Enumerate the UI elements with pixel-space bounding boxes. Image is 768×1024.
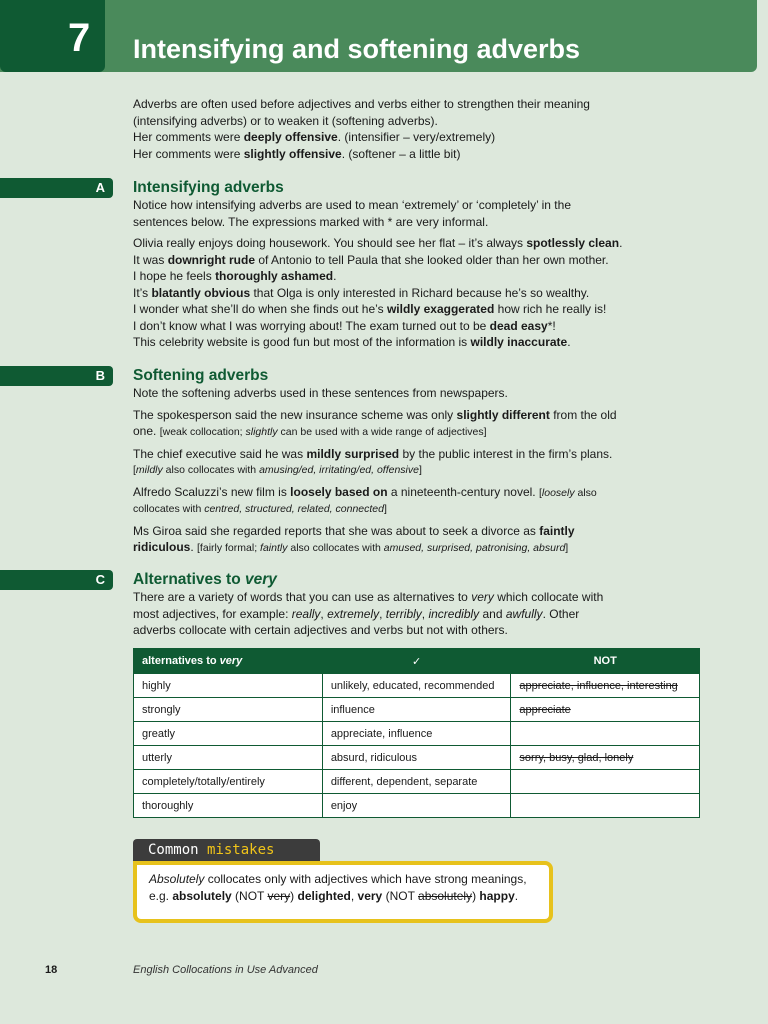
common-mistakes-label: Common mistakes (133, 839, 320, 861)
table-cell-incorrect (511, 770, 700, 794)
mistake-note-line: e.g. absolutely (NOT very) delighted, very (NOT absolutely) happy. (149, 888, 519, 903)
table-row (134, 746, 700, 770)
table-cell-incorrect: appreciate, influence, interesting (511, 674, 700, 698)
example-sentence: one. [weak collocation; slightly can be used with a wide range of adjectives] (133, 424, 487, 438)
table-cell-adverb: utterly (134, 746, 323, 770)
table-cell-incorrect: sorry, busy, glad, lonely (511, 746, 700, 770)
example-sentence: Olivia really enjoys doing housework. You should see her flat – it’s always spotlessly clean. (133, 236, 623, 250)
unit-number-box (0, 0, 105, 72)
intro-text (133, 96, 653, 162)
section-letter: B (95, 368, 105, 383)
section-intro-line: There are a variety of words that you can use as alternatives to very which collocate with (133, 590, 604, 604)
section-b-marker (0, 366, 113, 386)
example-sentence: I wonder what she’ll do when she finds out he’s wildly exaggerated how rich he really is! (133, 302, 607, 316)
example-sentence: The chief executive said he was mildly surprised by the public interest in the firm’s plans. (133, 446, 613, 461)
common-mistakes-box (133, 861, 553, 923)
intro-line: (intensifying adverbs) or to weaken it (softening adverbs). (133, 113, 438, 128)
intro-example: Her comments were deeply offensive. (intensifier – very/extremely) (133, 130, 496, 144)
table-cell-correct: unlikely, educated, recommended (322, 674, 511, 698)
table-cell-incorrect (511, 722, 700, 746)
table-cell-correct: influence (322, 698, 511, 722)
example-sentence: It was downright rude of Antonio to tell Paula that she looked older than her own mother. (133, 252, 609, 267)
column-header-correct (322, 649, 511, 674)
table-cell-incorrect (511, 794, 700, 818)
page-number: 18 (45, 964, 58, 976)
table-cell-correct: enjoy (322, 794, 511, 818)
collocation-note: collocates with centred, structured, related, connected] (133, 503, 387, 515)
table-row (134, 722, 700, 746)
checkmark-icon: ✓ (412, 655, 422, 668)
column-header-adverb: alternatives to very (134, 649, 323, 674)
section-intro-line: adverbs collocate with certain adjectives and verbs but not with others. (133, 623, 508, 637)
section-intro-line: Note the softening adverbs used in these sentences from newspapers. (133, 386, 508, 400)
table-cell-adverb: thoroughly (134, 794, 323, 818)
section-intro-line: Notice how intensifying adverbs are used to mean ‘extremely’ or ‘completely’ in the (133, 198, 571, 212)
example-sentence: I hope he feels thoroughly ashamed. (133, 269, 337, 283)
section-b-heading: Softening adverbs (133, 367, 269, 384)
table-cell-adverb: highly (134, 674, 323, 698)
section-c-marker (0, 570, 113, 590)
table-row (134, 674, 700, 698)
mistake-note-line: Absolutely collocates only with adjectives which have strong meanings, (149, 872, 527, 886)
unit-number: 7 (68, 16, 91, 60)
table-row (134, 794, 700, 818)
example-sentence: I don’t know what I was worrying about! The exam turned out to be dead easy*! (133, 318, 556, 333)
section-b-body (133, 385, 693, 557)
example-sentence: This celebrity website is good fun but most of the information is wildly inaccurate. (133, 335, 571, 349)
example-sentence: It’s blatantly obvious that Olga is only interested in Richard because he’s so wealthy. (133, 285, 590, 300)
table-cell-correct: different, dependent, separate (322, 770, 511, 794)
section-letter: A (95, 180, 105, 195)
section-c-heading: Alternatives to very (133, 571, 277, 588)
section-intro-line: most adjectives, for example: really, extremely, terribly, incredibly and awfully. Other (133, 606, 580, 621)
example-sentence: Ms Giroa said she regarded reports that she was about to seek a divorce as faintly (133, 523, 575, 538)
book-title: English Collocations in Use Advanced (133, 964, 318, 976)
table-row (134, 770, 700, 794)
section-intro-line: sentences below. The expressions marked with * are very informal. (133, 214, 489, 229)
section-letter: C (95, 572, 105, 587)
intro-example: Her comments were slightly offensive. (softener – a little bit) (133, 146, 461, 161)
example-sentence: ridiculous. [fairly formal; faintly also collocates with amused, surprised, patronising, absurd] (133, 540, 569, 554)
table-cell-adverb: strongly (134, 698, 323, 722)
table-cell-adverb: greatly (134, 722, 323, 746)
table-cell-adverb: completely/totally/entirely (134, 770, 323, 794)
example-sentence: The spokesperson said the new insurance scheme was only slightly different from the old (133, 407, 617, 422)
column-header-not: NOT (511, 649, 700, 674)
table-cell-correct: appreciate, influence (322, 722, 511, 746)
example-sentence: Alfredo Scaluzzi’s new film is loosely based on a nineteenth-century novel. [loosely also (133, 484, 597, 499)
collocation-note: [mildly also collocates with amusing/ed, irritating/ed, offensive] (133, 464, 422, 476)
section-a-marker (0, 178, 113, 198)
intro-line: Adverbs are often used before adjectives and verbs either to strengthen their meaning (133, 97, 590, 111)
table-cell-correct: absurd, ridiculous (322, 746, 511, 770)
section-a-heading: Intensifying adverbs (133, 179, 284, 196)
section-a-body (133, 197, 693, 351)
alternatives-table (133, 648, 700, 818)
page-title: Intensifying and softening adverbs (133, 34, 581, 64)
table-row (134, 698, 700, 722)
table-header-row (134, 649, 700, 674)
section-c-body (133, 589, 693, 639)
table-cell-incorrect: appreciate (511, 698, 700, 722)
